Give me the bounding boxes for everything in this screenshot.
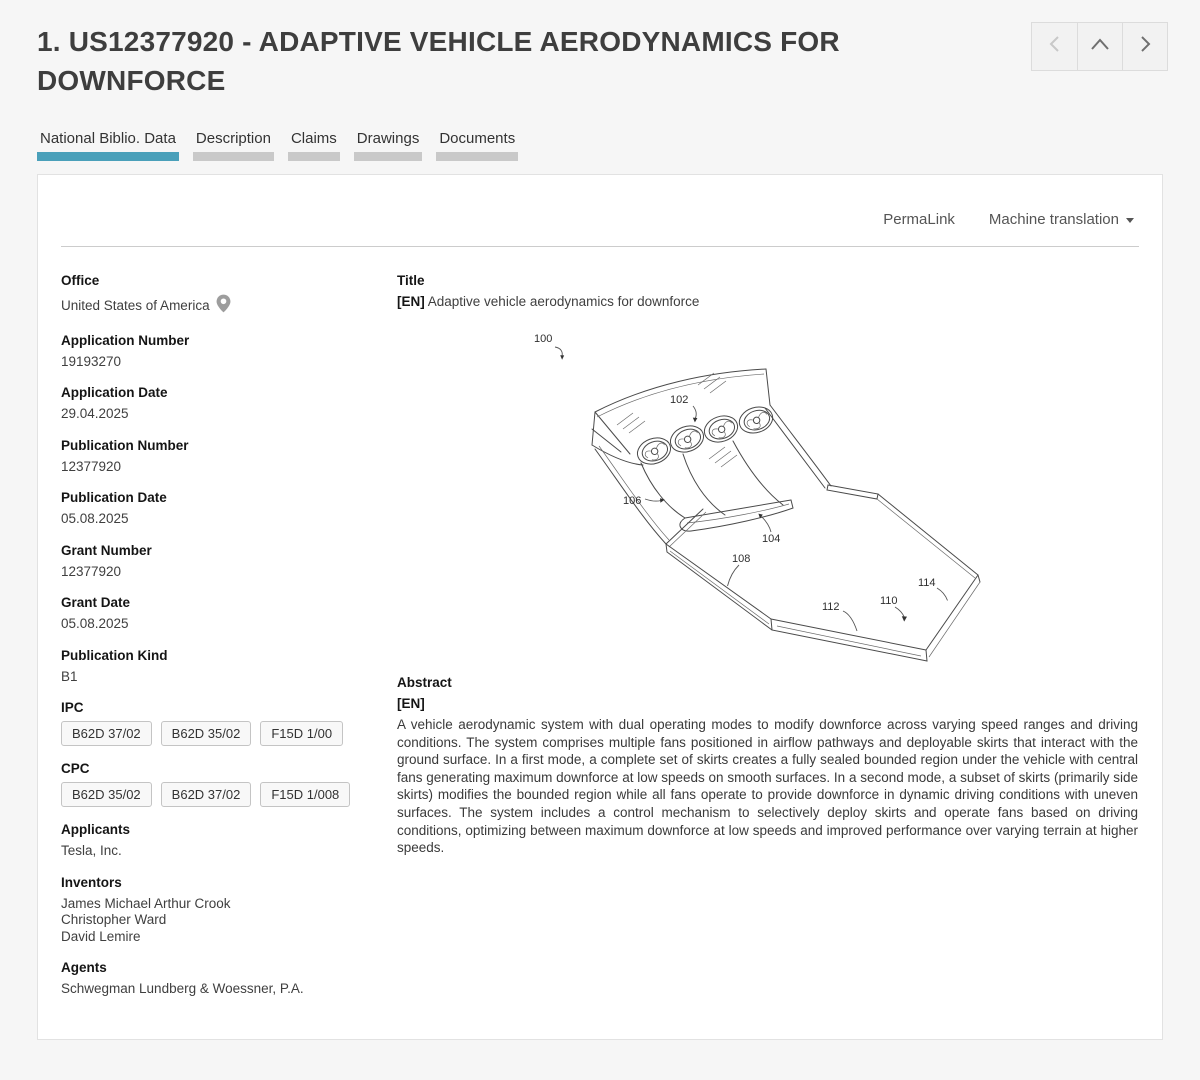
field-office: Office United States of America: [61, 273, 397, 318]
location-pin-icon: [216, 294, 231, 318]
tab-claims[interactable]: Claims: [288, 130, 340, 161]
cpc-code-chip[interactable]: B62D 37/02: [161, 782, 252, 807]
patent-drawing: [533, 329, 1003, 669]
field-inventors: Inventors James Michael Arthur Crook Christopher Ward David Lemire: [61, 874, 231, 944]
ipc-code-chip[interactable]: B62D 35/02: [161, 721, 252, 746]
figure-ref-label: 114: [917, 577, 936, 589]
language-tag: [EN]: [397, 696, 425, 711]
figure-ref-label: 112: [821, 601, 840, 613]
chevron-left-icon: [1047, 34, 1063, 59]
chevron-up-icon: [1089, 37, 1111, 56]
figure-ref-label: 106: [622, 495, 641, 507]
panel-content: [38, 247, 1162, 1013]
field-publication-number: Publication Number 12377920: [61, 437, 189, 474]
tab-description[interactable]: Description: [193, 130, 274, 161]
biblio-fields-column: [61, 273, 397, 1013]
field-agents: Agents Schwegman Lundberg & Woessner, P.A.: [61, 960, 304, 996]
field-cpc: CPC B62D 35/02 B62D 37/02 F15D 1/008: [61, 761, 397, 807]
permalink-button[interactable]: PermaLink: [883, 211, 955, 228]
panel-toolbar: [38, 175, 1162, 228]
field-application-date: Application Date 29.04.2025: [61, 385, 168, 421]
tab-bar: [37, 130, 518, 161]
title-abstract-column: [397, 273, 1138, 1013]
chevron-down-icon: [1126, 218, 1134, 223]
figure-ref-label: 108: [731, 553, 750, 565]
field-ipc: IPC B62D 37/02 B62D 35/02 F15D 1/00: [61, 700, 397, 746]
tab-national-biblio-data[interactable]: National Biblio. Data: [37, 130, 179, 161]
active-tab-indicator: [37, 152, 179, 161]
cpc-code-chip[interactable]: B62D 35/02: [61, 782, 152, 807]
tab-documents[interactable]: Documents: [436, 130, 518, 161]
ipc-code-chip[interactable]: B62D 37/02: [61, 721, 152, 746]
cpc-code-chip[interactable]: F15D 1/008: [260, 782, 350, 807]
field-publication-date: Publication Date 05.08.2025: [61, 490, 167, 526]
previous-result-button[interactable]: [1032, 23, 1077, 70]
field-grant-number: Grant Number 12377920: [61, 542, 152, 579]
abstract-text: A vehicle aerodynamic system with dual operating modes to modify downforce across varying speed ranges and driving conditions. The system comprises multiple fans positioned in airflow pathways and deployable skirts that interact with the ground surface. In a first mode, a complete set of skirts creates a fully sealed bounded region under the vehicle with central fans generating maximum downforce at low speeds on smooth surfaces. In a second mode, a subset of skirts (primarily side skirts) modifies the bounded region while all fans operate to provide downforce in dynamic driving conditions with uneven surfaces. The system includes a control mechanism to selectively deploy skirts and operate fans based on driving conditions, optimizing between maximum downforce at low speeds and improved performance over varying terrain at higher speeds.: [397, 717, 1138, 856]
next-result-button[interactable]: [1122, 23, 1167, 70]
field-publication-kind: Publication Kind B1: [61, 647, 168, 684]
figure-ref-label: 102: [669, 394, 688, 406]
back-to-results-button[interactable]: [1077, 23, 1122, 70]
field-grant-date: Grant Date 05.08.2025: [61, 595, 131, 631]
field-applicants: Applicants Tesla, Inc.: [61, 822, 131, 858]
language-tag: [EN]: [397, 294, 425, 309]
field-application-number: Application Number 19193270: [61, 332, 190, 369]
page-title: 1. US12377920 - ADAPTIVE VEHICLE AERODYNAMICS FOR DOWNFORCE: [37, 26, 840, 96]
machine-translation-dropdown[interactable]: Machine translation: [989, 211, 1134, 228]
chevron-right-icon: [1137, 34, 1153, 59]
ipc-code-chip[interactable]: F15D 1/00: [260, 721, 343, 746]
biblio-data-panel: [37, 174, 1163, 1040]
figure-ref-label: 110: [879, 595, 898, 607]
result-navigation: [1031, 22, 1168, 71]
figure-ref-label: 104: [761, 533, 780, 545]
tab-drawings[interactable]: Drawings: [354, 130, 423, 161]
abstract-block: Abstract [EN] A vehicle aerodynamic system with dual operating modes to modify downforce across varying speed ranges and driving conditions. The system comprises multiple fans positioned in airflow pathways and deployable skirts that interact with the ground surface. In a first mode, a complete set of skirts creates a fully sealed bounded region under the vehicle with central fans generating maximum downforce at low speeds on smooth surfaces. In a second mode, a subset of skirts (primarily side skirts) modifies the bounded region while all fans operate to provide downforce in dynamic driving conditions with uneven surfaces. The system includes a control mechanism to selectively deploy skirts and operate fans based on driving conditions, optimizing between maximum downforce at low speeds and improved performance over varying terrain at higher speeds.: [397, 675, 1138, 856]
figure-ref-label: 100: [533, 333, 552, 345]
title-block: Title [EN] Adaptive vehicle aerodynamics for downforce: [397, 273, 700, 309]
